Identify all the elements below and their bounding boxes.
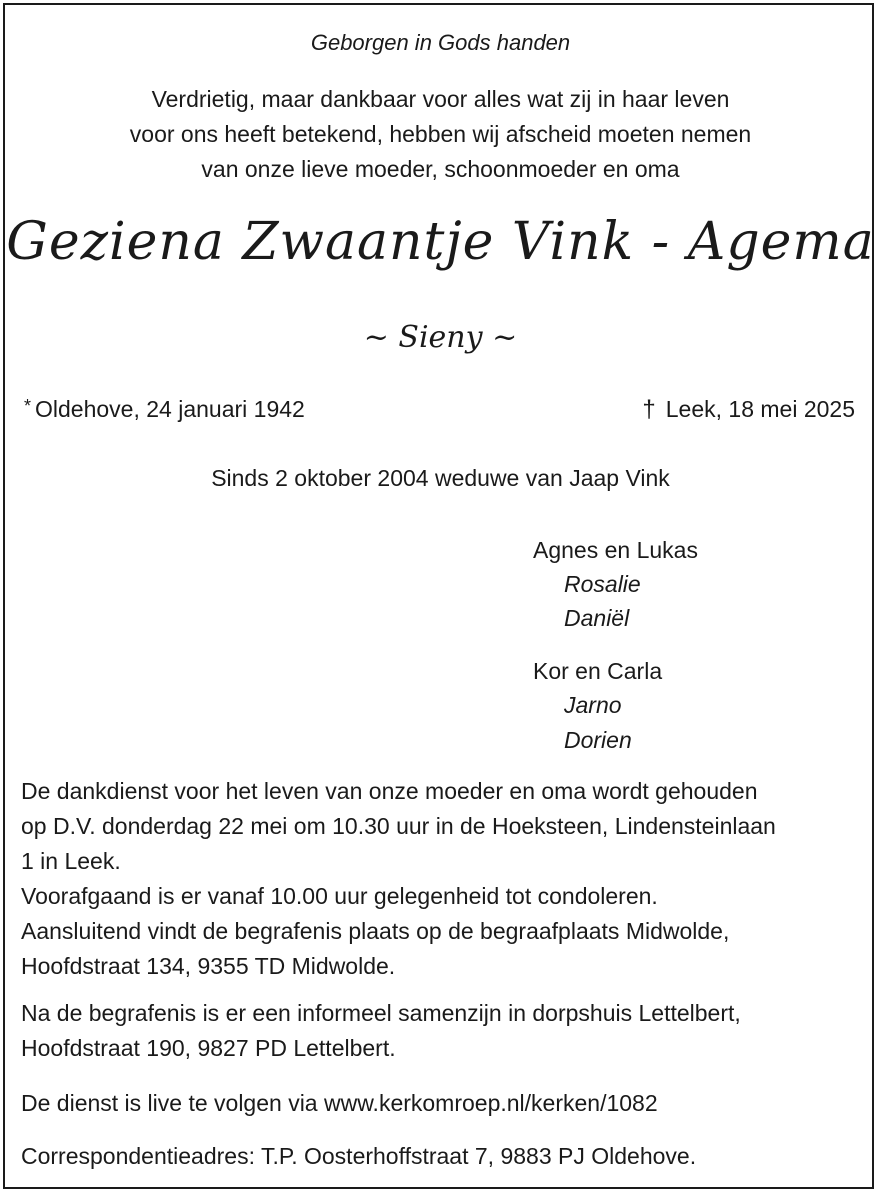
motto: Geborgen in Gods handen <box>310 30 571 55</box>
livestream-line: De dienst is live te volgen via www.kerkomroep.nl/kerken/1082 <box>21 1090 658 1116</box>
cross-icon: † <box>642 396 656 423</box>
birth-info <box>24 396 305 423</box>
widow-line: Sinds 2 oktober 2004 weduwe van Jaap Vink <box>211 465 670 491</box>
gathering-paragraph <box>21 996 741 1066</box>
correspondence-address: Correspondentieadres: T.P. Oosterhoffstraat 7, 9883 PJ Oldehove. <box>21 1143 697 1169</box>
service-line: op D.V. donderdag 22 mei om 10.30 uur in de Hoeksteen, Lindensteinlaan <box>21 813 776 839</box>
gathering-line: Na de begrafenis is er een informeel samenzijn in dorpshuis Lettelbert, <box>21 1000 741 1026</box>
service-line: De dankdienst voor het leven van onze moeder en oma wordt gehouden <box>21 778 758 804</box>
family-couple: Kor en Carla <box>533 658 663 684</box>
intro-text <box>0 82 881 187</box>
intro-line: van onze lieve moeder, schoonmoeder en oma <box>201 156 680 182</box>
intro-line: Verdrietig, maar dankbaar voor alles wat zij in haar leven <box>151 86 730 112</box>
death-text: Leek, 18 mei 2025 <box>665 396 855 422</box>
intro-line: voor ons heeft betekend, hebben wij afscheid moeten nemen <box>129 121 752 147</box>
service-line: Voorafgaand is er vanaf 10.00 uur gelegenheid tot condoleren. <box>21 883 658 909</box>
gathering-line: Hoofdstraat 190, 9827 PD Lettelbert. <box>21 1035 396 1061</box>
death-info <box>642 396 855 424</box>
service-line: Hoofdstraat 134, 9355 TD Midwolde. <box>21 953 396 979</box>
deceased-name: Geziena Zwaantje Vink - Agema <box>6 212 875 272</box>
service-line: Aansluitend vindt de begrafenis plaats op de begraafplaats Midwolde, <box>21 918 730 944</box>
family-couple: Agnes en Lukas <box>533 537 698 563</box>
deceased-nickname: ~ Sieny ~ <box>363 320 518 355</box>
family-child: Jarno <box>564 692 622 718</box>
birth-text: Oldehove, 24 januari 1942 <box>35 396 305 422</box>
family-child: Daniël <box>564 605 630 631</box>
family-child: Rosalie <box>564 571 641 597</box>
service-paragraph <box>21 774 776 984</box>
birth-star-icon: * <box>24 396 32 416</box>
service-line: 1 in Leek. <box>21 848 121 874</box>
family-child: Dorien <box>564 727 632 753</box>
